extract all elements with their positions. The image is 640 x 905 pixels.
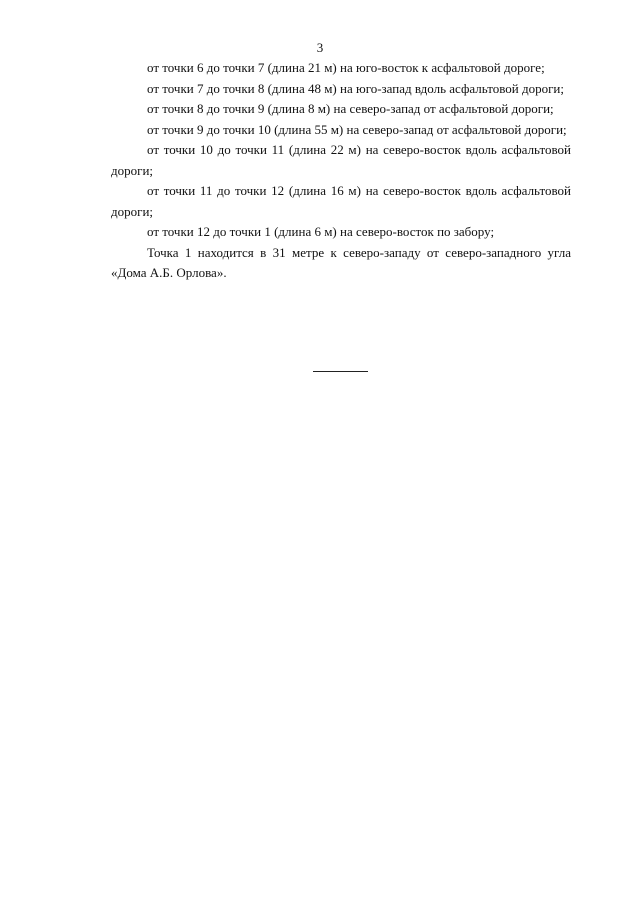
- document-body: [111, 58, 571, 284]
- paragraph-point-1-location: Точка 1 находится в 31 метре к северо-западу от северо-западного угла «Дома А.Б. Орлова».: [111, 244, 571, 280]
- paragraph-segment-10-11: от точки 10 до точки 11 (длина 22 м) на северо-восток вдоль асфальтовой дороги;: [111, 142, 571, 178]
- end-divider-line: [313, 371, 368, 372]
- page-number: 3: [316, 40, 324, 55]
- paragraph-segment-12-1: от точки 12 до точки 1 (длина 6 м) на северо-восток по забору;: [147, 224, 495, 239]
- paragraph-segment-6-7: от точки 6 до точки 7 (длина 21 м) на юго-восток к асфальтовой дороге;: [147, 60, 545, 75]
- paragraph-segment-9-10: от точки 9 до точки 10 (длина 55 м) на северо-запад от асфальтовой дороги;: [147, 121, 567, 137]
- paragraph-segment-11-12: от точки 11 до точки 12 (длина 16 м) на северо-восток вдоль асфальтовой дороги;: [111, 183, 571, 219]
- paragraph-segment-8-9: от точки 8 до точки 9 (длина 8 м) на северо-запад от асфальтовой дороги;: [147, 101, 554, 116]
- paragraph-segment-7-8: от точки 7 до точки 8 (длина 48 м) на юго-запад вдоль асфальтовой дороги;: [147, 80, 564, 96]
